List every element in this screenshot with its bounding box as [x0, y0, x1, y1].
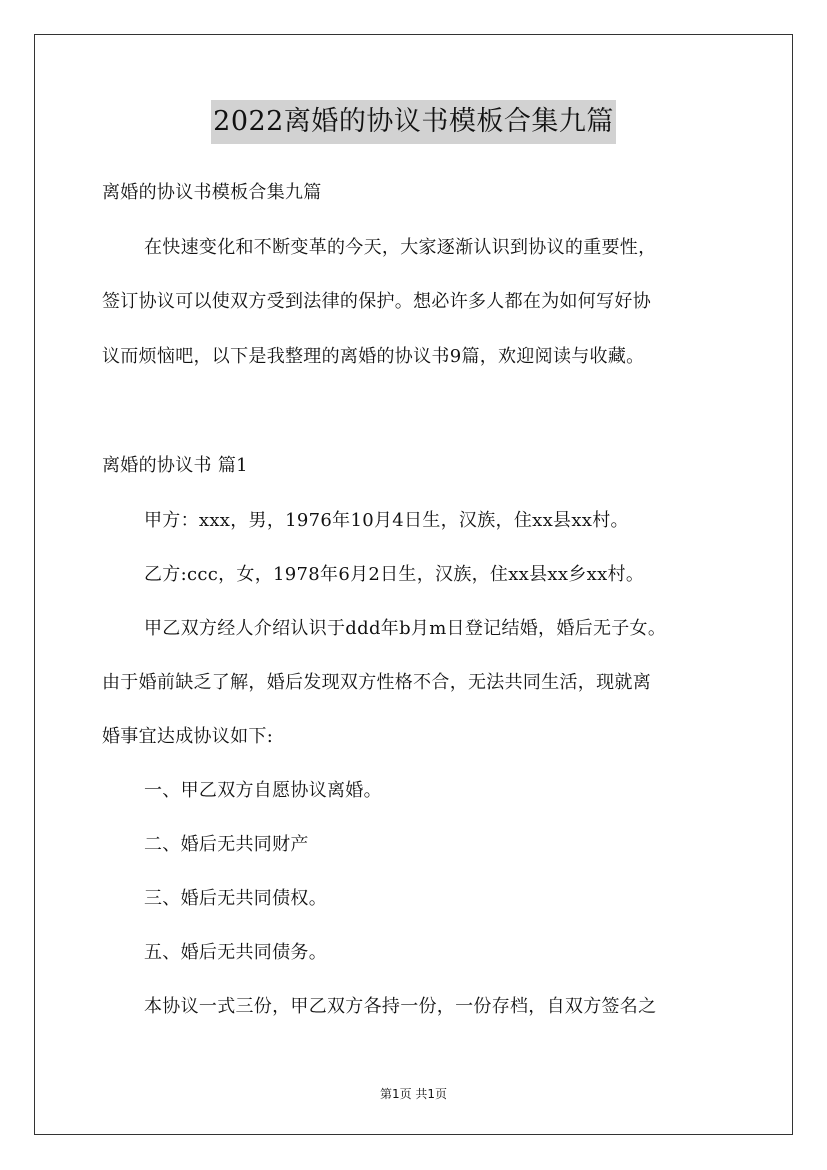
intro-line-2: 签订协议可以使双方受到法律的保护。想必许多人都在为如何写好协	[102, 291, 651, 312]
intro-line-3: 议而烦恼吧，以下是我整理的离婚的协议书9篇，欢迎阅读与收藏。	[102, 346, 645, 367]
document-title-text: 2022离婚的协议书模板合集九篇	[211, 100, 616, 144]
party-a-line: 甲方：xxx，男，1976年10月4日生，汉族，住xx县xx村。	[144, 510, 629, 531]
background-line-2: 由于婚前缺乏了解，婚后发现双方性格不合，无法共同生活，现就离	[102, 672, 651, 693]
clause-1: 一、甲乙双方自愿协议离婚。	[144, 780, 382, 801]
background-line-1: 甲乙双方经人介绍认识于ddd年b月m日登记结婚，婚后无子女。	[144, 618, 667, 639]
clause-3: 三、婚后无共同债权。	[144, 888, 327, 909]
section-heading: 离婚的协议书 篇1	[102, 455, 248, 476]
intro-line-1: 在快速变化和不断变革的今天，大家逐渐认识到协议的重要性，	[144, 237, 657, 258]
clause-5: 五、婚后无共同债务。	[144, 942, 327, 963]
subtitle: 离婚的协议书模板合集九篇	[102, 182, 322, 203]
party-b-line: 乙方:ccc，女，1978年6月2日生，汉族，住xx县xx乡xx村。	[144, 564, 645, 585]
page-footer: 第1页 共1页	[379, 1087, 448, 1101]
closing-line: 本协议一式三份，甲乙双方各持一份，一份存档，自双方签名之	[144, 996, 657, 1017]
document-title	[0, 100, 827, 144]
background-line-3: 婚事宜达成协议如下:	[102, 726, 274, 747]
clause-2: 二、婚后无共同财产	[144, 834, 309, 855]
